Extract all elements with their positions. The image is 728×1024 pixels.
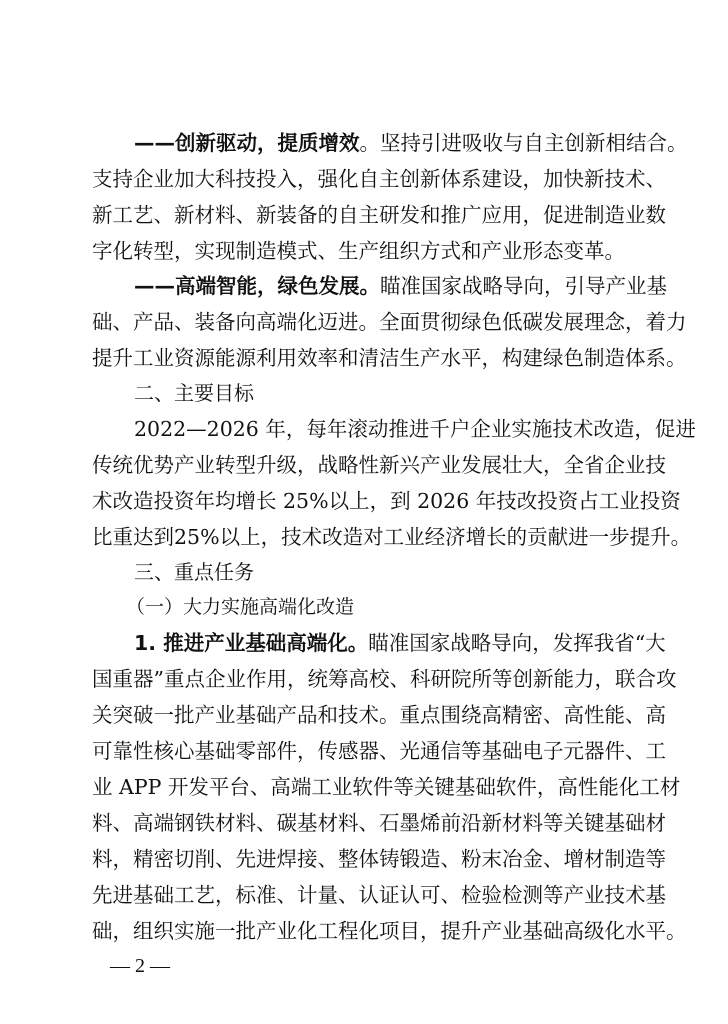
paragraph-line: 先进基础工艺，标准、计量、认证认可、检验检测等产业技术基 xyxy=(92,883,666,907)
paragraph-line: 传统优势产业转型升级，战略性新兴产业发展壮大，全省企业技 xyxy=(92,453,666,477)
paragraph-line: 础，组织实施一批产业化工程化项目，提升产业基础高级化水平。 xyxy=(92,919,687,943)
paragraph-line: 础、产品、装备向高端化迈进。全面贯彻绿色低碳发展理念，着力 xyxy=(92,310,687,334)
paragraph-line: 可靠性核心基础零部件，传感器、光通信等基础电子元器件、工 xyxy=(92,739,666,763)
paragraph-line xyxy=(134,128,688,158)
paragraph-line: 支持企业加大科技投入，强化自主创新体系建设，加快新技术、 xyxy=(92,167,666,191)
section-heading-tasks: 三、重点任务 xyxy=(134,560,254,584)
section-heading-goals: 二、主要目标 xyxy=(134,381,254,405)
bold-lead: 1. 推进产业基础高端化。 xyxy=(134,631,369,655)
paragraph-line: 字化转型，实现制造模式、生产组织方式和产业形态变革。 xyxy=(92,239,625,263)
text: 瞄准国家战略导向，发挥我省“大 xyxy=(368,631,666,655)
text: 。坚持引进吸收与自主创新相结合。 xyxy=(359,131,688,155)
paragraph-line: 提升工业资源能源利用效率和清洁生产水平，构建绿色制造体系。 xyxy=(92,346,687,370)
paragraph-line: 料，精密切削、先进焊接、整体铸锻造、粉末冶金、增材制造等 xyxy=(92,847,666,871)
subsection-heading: （一）大力实施高端化改造 xyxy=(126,596,355,618)
paragraph-line: 国重器”重点企业作用，统筹高校、科研院所等创新能力，联合攻 xyxy=(92,667,677,691)
bold-lead: ——创新驱动，提质增效 xyxy=(134,131,360,155)
text: 瞄准国家战略导向，引导产业基 xyxy=(380,274,667,298)
paragraph-line xyxy=(134,628,666,658)
bold-lead: ——高端智能，绿色发展。 xyxy=(134,274,380,298)
paragraph-line: 比重达到25%以上，技术改造对工业经济增长的贡献进一步提升。 xyxy=(92,525,692,549)
paragraph-line: 新工艺、新材料、新装备的自主研发和推广应用，促进制造业数 xyxy=(92,203,666,227)
paragraph-line: 2022—2026 年，每年滚动推进千户企业实施技术改造，促进 xyxy=(134,417,696,441)
paragraph-line xyxy=(134,271,667,301)
page-number: — 2 — xyxy=(110,955,170,977)
paragraph-line: 关突破一批产业基础产品和技术。重点围绕高精密、高性能、高 xyxy=(92,703,666,727)
paragraph-line: 业 APP 开发平台、高端工业软件等关键基础软件，高性能化工材 xyxy=(92,775,681,799)
paragraph-line: 料、高端钢铁材料、碳基材料、石墨烯前沿新材料等关键基础材 xyxy=(92,811,666,835)
paragraph-line: 术改造投资年均增长 25%以上，到 2026 年技改投资占工业投资 xyxy=(92,489,681,513)
